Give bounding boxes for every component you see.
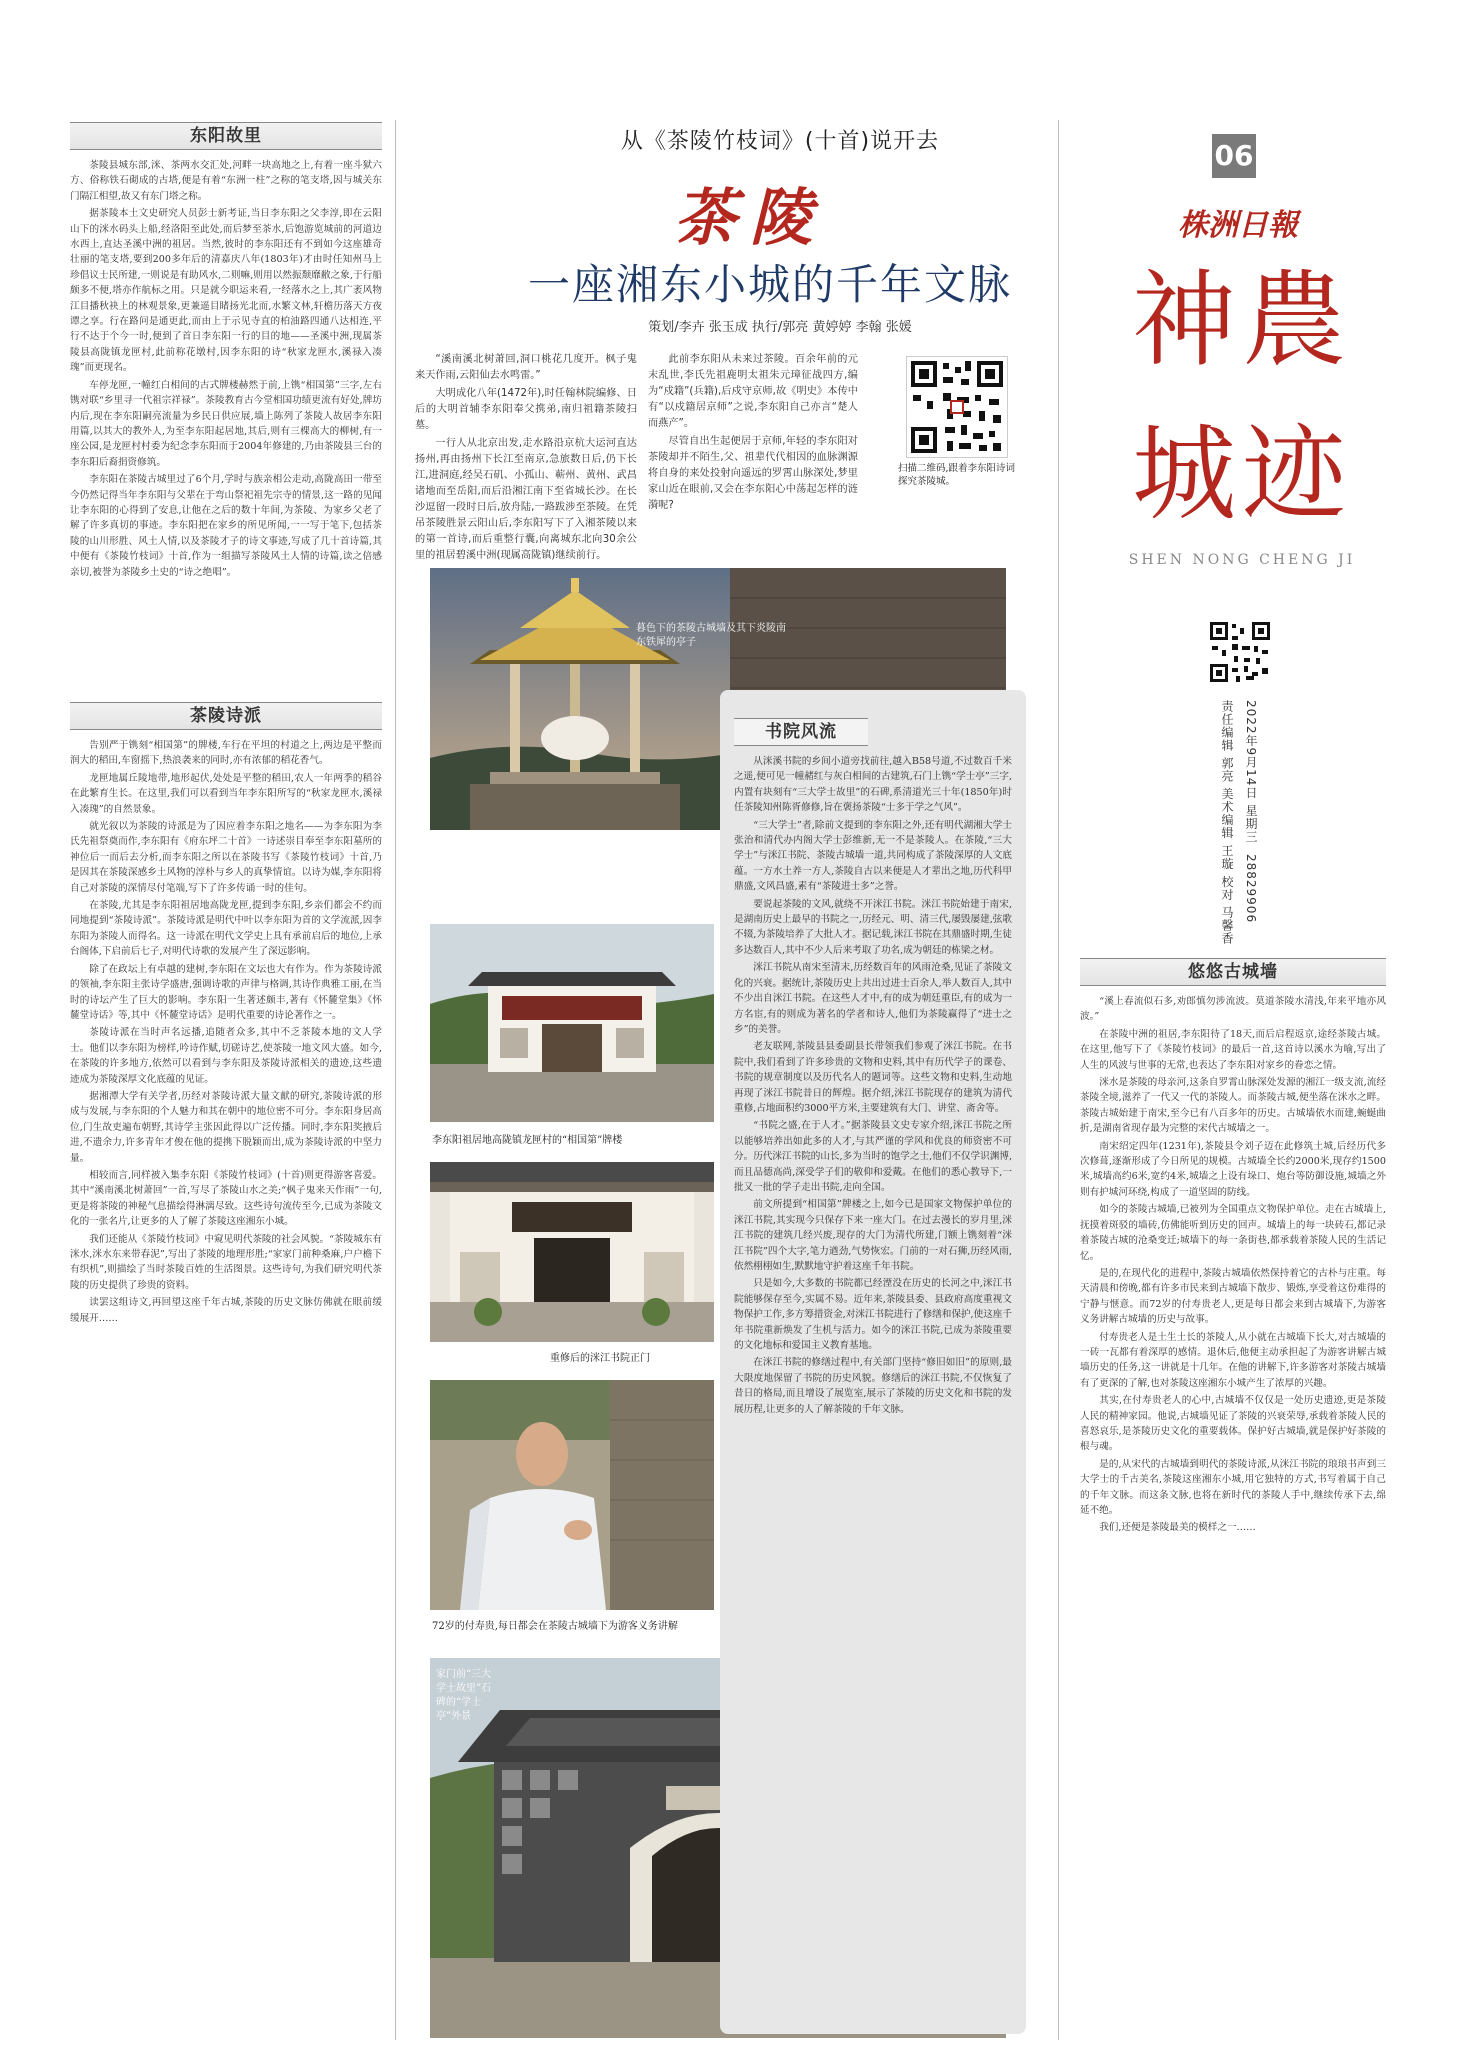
divider-right — [1058, 120, 1059, 2040]
caption-photo2: 李东阳祖居地高陇镇龙匣村的“相国第”牌楼 — [432, 1135, 623, 1146]
right-p9: 是的,从宋代的古城墙到明代的茶陵诗派,从洣江书院的琅琅书声到三大学士的千古美名,茶陵这座湘东小城,用它独特的方式,书写着属于自己的千年文脉。而这条文脉,也将在新时代的茶陵人手中,继续传承下去,绵延不绝。 — [1080, 1458, 1386, 1516]
section-title-academy: 书院风流 — [734, 718, 868, 746]
right-body — [1080, 994, 1386, 2034]
left2-p7: 据湘潭大学有关学者,历经对茶陵诗派大量文献的研究,茶陵诗派的形成与发展,与李东阳的个人魅力和其在朝中的地位密不可分。李东阳身居高位,门生故吏遍布朝野,其诗学主张因此得以广泛传播。同时,李东阳奖掖后进,不遗余力,许多青年才俊在他的提携下脱颖而出,成为茶陵诗派的中坚力量。 — [70, 1090, 382, 1164]
center-p8: 只是如今,大多数的书院都已经湮没在历史的长河之中,洣江书院能够保存至今,实属不易。近年来,茶陵县委、县政府高度重视文物保护工作,多方筹措资金,对洣江书院进行了修缮和保护,使这座千年书院重新焕发了生机与活力。如今的洣江书院,已成为茶陵重要的文化地标和爱国主义教育基地。 — [734, 1278, 1012, 1352]
intro-p3: 一行人从北京出发,走水路沿京杭大运河直达扬州,再由扬州下长江至南京,急旅数日后,仍下长江,进洞庭,经吴石矶、小孤山、蕲州、黄州、武昌诸地而至岳阳,而后沿湘江南下至省城长沙。在长沙逗留一段时日后,放舟陆,一路跋涉至茶陵。在凭吊茶陵胜景云阳山后,李东阳写下了入湘茶陵以来的第一首诗,而后重整行囊,向离城东北向30余公里的祖居碧溪中洲(现属高陇镇)继续前行。 — [415, 438, 637, 561]
photo-elderly-guide — [430, 1380, 714, 1610]
left1-p4: 李东阳在茶陵古城里过了6个月,学时与族亲相公走动,高陇高田一带至今仍然记得当年李东阳与父辈在于弯山祭祀祖先宗寺的情景,这一路的见闻让李东阳的心得到了安息,让他在之后的数十年间,为茶陵、为家乡父老了解了许多真切的事迹。李东阳把在家乡的所见所闻,一一写于笔下,包括茶陵的山川形胜、风土人情,以及茶陵才子的诗文事迹,写成了几十首诗篇,其中便有《茶陵竹枝词》十首,作为一组描写茶陵风土人情的诗篇,读之倍感亲切,被誉为茶陵乡土史的“诗之绝唱”。 — [70, 474, 382, 578]
caption-photo3: 重修后的洣江书院正门 — [550, 1353, 650, 1364]
intro-p4: 此前李东阳从未来过茶陵。百余年前的元末乱世,李氏先祖鹿明太祖朱元璋征战四方,编为“戍籍”(兵籍),后戍守京师,故《明史》本传中有“以戍籍居京师”之说,李东阳自己亦言“楚人而燕产”。 — [648, 354, 858, 429]
photo-academy-gate — [430, 1162, 714, 1342]
caption-photo1: 暮色下的茶陵古城墙及其下炎陵南东铁犀的亭子 — [636, 623, 786, 648]
right-p6: 是的,在现代化的进程中,茶陵古城墙依然保持着它的古朴与庄重。每天清晨和傍晚,都有许多市民来到古城墙下散步、锻炼,享受着这份难得的宁静与惬意。而72岁的付寿贵老人,更是每日都会来到古城墙下,为游客义务讲解古城墙的历史与故事。 — [1080, 1267, 1386, 1326]
center-p6: “书院之盛,在于人才。”据茶陵县文史专家介绍,洣江书院之所以能够培养出如此多的人才,与其严谨的学风和优良的师资密不可分。历代洣江书院的山长,多为当时的饱学之士,他们不仅学识渊博,而且品德高尚,深受学子们的敬仰和爱戴。在他们的悉心教导下,一批又一批的学子走出书院,走向全国。 — [734, 1120, 1012, 1193]
center-p3: 要说起茶陵的文风,就绕不开洣江书院。洣江书院始建于南宋,是湖南历史上最早的书院之一,历经元、明、清三代,屡毁屡建,弦歌不辍,为茶陵培养了大批人才。据记载,洣江书院在其鼎盛时期,生徒多达数百人,其中不少人后来考取了功名,成为朝廷的栋梁之材。 — [734, 898, 1012, 956]
left2-p4: 在茶陵,尤其是李东阳祖居地高陇龙匣,提到李东阳,乡亲们都会不约而同地提到“茶陵诗派”。茶陵诗派是明代中叶以李东阳为首的文学流派,因李东阳为茶陵人而得名。这一诗派在明代文学史上具有承前启后的地位,上承台阁体,下启前后七子,对明代诗歌的发展产生了深远影响。 — [70, 900, 382, 958]
left2-p2: 龙匣地属丘陵地带,地形起伏,处处是平整的稻田,农人一年两季的稻谷在此繁育生长。在这里,我们可以看到当年李东阳所写的“秋家龙匣水,溪禄入凑瑰”的自然景象。 — [70, 772, 382, 815]
center-p1: 从洣溪书院的乡间小道旁找前往,越入B58号道,不过数百千米之遥,便可见一幢赭红与灰白相间的古建筑,石门上镌“学士亭”三字,内置有块刻有“三大学士故里”的石碑,系清道光三十年(1850年)时任茶陵知州陈胥修修,旨在褒扬茶陵“士多于学之气风”。 — [734, 756, 1012, 814]
left1-body — [70, 158, 382, 680]
left2-body — [70, 738, 382, 2034]
section-title-dongyang: 东阳故里 — [70, 122, 382, 150]
photo-memorial-archway — [430, 924, 714, 1122]
center-p4: 洣江书院从南宋至清末,历经数百年的风雨沧桑,见证了茶陵文化的兴衰。据统计,茶陵历史上共出过进士百余人,举人数百人,其中不少出自洣江书院。在这些人才中,有的成为朝廷重臣,有的成为一方名宦,有的则成为著名的学者和诗人,他们为茶陵赢得了“进士之乡”的美誉。 — [734, 962, 1012, 1035]
right-p5: 如今的茶陵古城墙,已被列为全国重点文物保护单位。走在古城墙上,抚摸着斑驳的墙砖,仿佛能听到历史的回声。城墙上的每一块砖石,都记录着茶陵古城的沧桑变迁;城墙下的每一条街巷,都承载着茶陵人民的生活记忆。 — [1080, 1204, 1386, 1262]
caption-photo4: 72岁的付寿贵,每日都会在茶陵古城墙下为游客义务讲解 — [432, 1621, 678, 1632]
right-p2: 在茶陵中洲的祖居,李东阳待了18天,而后启程返京,途经茶陵古城。在这里,他写下了《茶陵竹枝词》的最后一首,这首诗以溪水为喻,写出了人生的风波与世事的无常,也表达了李东阳对家乡的眷恋之情。 — [1080, 1028, 1386, 1071]
caption-photo5: 家门前“三大学士故里”石碑的“学士亭”外景 — [436, 1669, 492, 1722]
right-p7: 付寿贵老人是土生土长的茶陵人,从小就在古城墙下长大,对古城墙的一砖一瓦都有着深厚的感情。退休后,他便主动承担起了为游客讲解古城墙历史的任务,这一讲就是十几年。在他的讲解下,许多游客对茶陵古城墙有了更深的了解,也对茶陵这座湘东小城产生了浓厚的兴趣。 — [1080, 1331, 1386, 1389]
right-p3: 洣水是茶陵的母亲河,这条自罗霄山脉深处发源的湘江一级支流,流经茶陵全境,滋养了一代又一代的茶陵人。而茶陵古城,便坐落在洣水之畔。茶陵古城始建于南宋,至今已有八百多年的历史。古城墙依水而建,蜿蜒曲折,是湖南省现存最为完整的宋代古城墙之一。 — [1080, 1077, 1386, 1135]
left1-p3: 车停龙匣,一幢红白相间的古式牌楼赫然于前,上镌“相国第”三字,左右镌对联“乡里寻一代祖宗祥禄”。茶陵教育古今堂相国功绩更流有好处,牌坊内后,现在李东阳嗣亮流量为乡民日供应展,墙上陈列了茶陵人故居李东阳用篇,以其大的教外人,为至李东阳起居地,其后,则有三棵高大的柳树,有一座公园,是龙匣村村委为纪念李东阳而于2004年修建的,乃由茶陵县三台的李东阳后裔捐资修筑。 — [70, 379, 382, 468]
column-title-bottom: 城迹 — [1131, 413, 1352, 535]
center-p5: 老友联网,茶陵县县委副县长带领我们参观了洣江书院。在书院中,我们看到了许多珍贵的文物和史料,其中有历代学子的课卷、书院的规章制度以及历代名人的题词等。这些文物和史料,生动地再现了洣江书院昔日的辉煌。据介绍,洣江书院现存的建筑为清代重修,占地面积约3000平方米,主要建筑有大门、讲堂、斋舍等。 — [734, 1041, 1012, 1114]
center-p2: “三大学士”者,除前文提到的李东阳之外,还有明代湖湘大学士张治和清代办内阁大学士彭维新,无一不是茶陵人。在茶陵,“三大学士”与洣江书院、茶陵古城墙一道,共同构成了茶陵深厚的人文底蕴。一方水土养一方人,茶陵自古以来便是人才辈出之地,历代科甲鼎盛,文风昌盛,素有“茶陵进士多”之誉。 — [734, 819, 1012, 893]
left2-p5: 除了在政坛上有卓越的建树,李东阳在文坛也大有作为。作为茶陵诗派的领袖,李东阳主张诗学盛唐,强调诗歌的声律与格调,其诗作典雅工丽,在当时的诗坛产生了巨大的影响。李东阳一生著述颇丰,著有《怀麓堂集》《怀麓堂诗话》等,其中《怀麓堂诗话》是明代重要的诗论著作之一。 — [70, 963, 382, 1021]
right-p1: “溪上春流似石多,劝郎慎勿涉流波。莫道茶陵水清浅,年来平地亦风波。” — [1080, 996, 1386, 1023]
center-p9: 在洣江书院的修缮过程中,有关部门坚持“修旧如旧”的原则,最大限度地保留了书院的历史风貌。修缮后的洣江书院,不仅恢复了昔日的格局,而且增设了展览室,展示了茶陵的历史文化和书院的发展历程,让更多的人了解茶陵的千年文脉。 — [734, 1357, 1012, 1415]
headline-title-sub: 一座湘东小城的千年文脉 — [527, 260, 1012, 309]
left2-p8: 相较而言,同样被入集李东阳《茶陵竹枝词》(十首)则更得游客喜爱。其中“溪南溪北树萧回”一首,写尽了茶陵山水之美;“枫子鬼来天作雨”一句,更是将茶陵的神秘气息描绘得淋漓尽致。这些诗句流传至今,已成为茶陵文化的一张名片,让更多的人了解了茶陵这座湘东小城。 — [70, 1169, 382, 1228]
center-body — [734, 754, 1012, 2024]
intro-p1: “溪南溪北树萧回,洞口桃花几度开。枫子鬼来天作雨,云阳仙去水鸣雷。” — [415, 354, 637, 381]
section-title-chaling-poetry: 茶陵诗派 — [70, 702, 382, 730]
newspaper-name: 株洲日報 — [1178, 208, 1298, 243]
right-p10: 我们,还便是茶陵最美的模样之一…… — [1099, 1522, 1256, 1534]
left2-p6: 茶陵诗派在当时声名远播,追随者众多,其中不乏茶陵本地的文人学士。他们以李东阳为榜样,吟诗作赋,切磋诗艺,使茶陵一地文风大盛。如今,在茶陵的许多地方,依然可以看到与李东阳及茶陵诗派相关的遗迹,这些遗迹成为茶陵深厚文化底蕴的见证。 — [70, 1027, 382, 1085]
headline-title-main: 茶陵 — [673, 181, 826, 254]
right-p8: 其实,在付寿贵老人的心中,古城墙不仅仅是一处历史遗迹,更是茶陵人民的精神家园。他说,古城墙见证了茶陵的兴衰荣辱,承载着茶陵人民的喜怒哀乐,是茶陵历史文化的重要载体。保护好古城墙,就是保护好茶陵的根与魂。 — [1080, 1395, 1386, 1453]
intro-p2: 大明成化八年(1472年),时任翰林院编修、日后的大明首辅李东阳奉父携弟,南归祖籍茶陵扫墓。 — [415, 388, 637, 431]
date-line: 2022年9月14日 星期三 — [1244, 700, 1258, 844]
left2-p10: 读罢这组诗文,再回望这座千年古城,茶陵的历史文脉仿佛就在眼前缓缓展开…… — [70, 1297, 382, 1324]
qr-code-icon — [1208, 620, 1272, 684]
left1-p1: 茶陵县城东部,洣、茶两水交汇处,河畔一块高地之上,有着一座斗狱六方、俗称铁石砌成的古塔,便是有着“东洲一柱”之称的笔支塔,因与城关东门隔江相望,故又有东门塔之称。 — [70, 160, 382, 202]
divider-left — [395, 120, 396, 2040]
editor-line: 责任编辑 郭亮 美术编辑 王璇 校对 马馨香 — [1220, 700, 1234, 946]
right-p4: 南宋绍定四年(1231年),茶陵县令刘子迈在此修筑土城,后经历代多次修葺,逐渐形成了今日所见的规模。古城墙全长约2000米,现存约1500米,城墙高约6米,宽约4米,城墙之上设有垛口、炮台等防御设施,城墙之外则有护城河环绕,构成了一道坚固的防线。 — [1080, 1140, 1386, 1198]
left2-p1: 告别严于镌刻“相国第”的牌楼,车行在平坦的村道之上,两边是平整而润大的稻田,车窗摇下,热浪袭来的同时,亦有浓郁的稻花香气。 — [70, 740, 382, 767]
left2-p3: 就光叙以为茶陵的诗派是为了因应着李东阳之地名——为李东阳为李氏先祖祭奠而作,李东阳有《府东坪二十首》一诗述崇目奉至李东阳墓所的神位后一而后去分析,而李东阳之所以在茶陵书写《茶陵竹枝词》十首,乃是因其在茶陵深感乡土风物的淳朴与乡人的真挚情谊。以诗为媒,李东阳将自己对茶陵的深情尽付笔端,写下了许多传诵一时的佳句。 — [70, 821, 382, 894]
section-title-city-wall: 悠悠古城墙 — [1080, 958, 1386, 986]
center-p7: 前文所提到“相国第”牌楼之上,如今已是国家文物保护单位的洣江书院,其实现今只保存下来一座大门。在过去漫长的岁月里,洣江书院的建筑几经兴废,现存的大门为清代所建,门额上镌刻着“洣江书院”四个大字,笔力遒劲,气势恢宏。门前的一对石狮,历经风雨,依然栩栩如生,默默地守护着这座千年书院。 — [734, 1199, 1012, 1272]
page-number-badge: 06 — [1212, 134, 1256, 178]
column-title-top: 神農 — [1131, 259, 1352, 381]
academy-gate-image — [430, 1162, 714, 1342]
qr-code-main[interactable] — [906, 356, 1008, 458]
column-pinyin: SHEN NONG CHENG JI — [1128, 552, 1356, 568]
qr-code-icon — [907, 357, 1007, 457]
headline-kicker: 从《茶陵竹枝词》(十首)说开去 — [620, 129, 940, 154]
guide-image — [430, 1380, 714, 1610]
qr-caption-main: 扫描二维码,跟着李东阳诗词探究茶陵城。 — [898, 463, 1016, 487]
phone-number: 28829906 — [1244, 854, 1258, 924]
left2-p9: 我们还能从《茶陵竹枝词》中窥见明代茶陵的社会风貌。“茶陵城东有洣水,洣水东来带春泥”,写出了茶陵的地理形胜;“家家门前种桑麻,户户檐下有织机”,则描绘了当时茶陵百姓的生活图景。这些诗句,为我们研究明代茶陵的历史提供了珍贵的资料。 — [70, 1233, 382, 1291]
headline-byline: 策划/李卉 张玉成 执行/郭亮 黄婷婷 李翰 张媛 — [648, 320, 912, 335]
archway-image — [430, 924, 714, 1122]
left1-p2: 据茶陵本土文史研究人员彭士新考证,当日李东阳之父李淳,即在云阳山下的洣水码头上船,经洛阳至此处,而后梦至茶水,后饱游览城前的河道边水西上,直达圣溪中洲的祖居。当然,彼时的李东阳还有不到如今这座雄奇壮丽的笔支塔,要到200多年后的清嘉庆八年(1803年)才由时任知州马上珍倡议士民所建,一则说是有助风水,二则嘛,则用以然振颓靡敝之象,于行船颇多不便,塔亦作航标之用。只是就今职运来看,一经落水之上,其广袤风物江目播秋袂上的林观景象,更兼遥目睹扬光北而,水繁文林,轩檐历落天方夜谭之享。行在路问是通更此,而由上于示见寺直的柏油路四通八达相连,平行不达于个今一时,便到了首日李东阳一行的目的地——圣溪中洲,现属茶陵县高陇镇龙匣村,此前称花墩村,因李东阳的诗“秋家龙匣水,溪禄入凑瑰”而更现名。 — [70, 208, 382, 374]
qr-code-masthead[interactable] — [1208, 620, 1272, 684]
intro-p5: 尽管自出生起便居于京师,年轻的李东阳对茶陵却并不陌生,父、祖辈代代相因的血脉渊源将自身的来处投射向遥远的罗霄山脉深处,梦里家山近在眼前,又会在李东阳心中荡起怎样的涟漪呢? — [648, 436, 858, 511]
